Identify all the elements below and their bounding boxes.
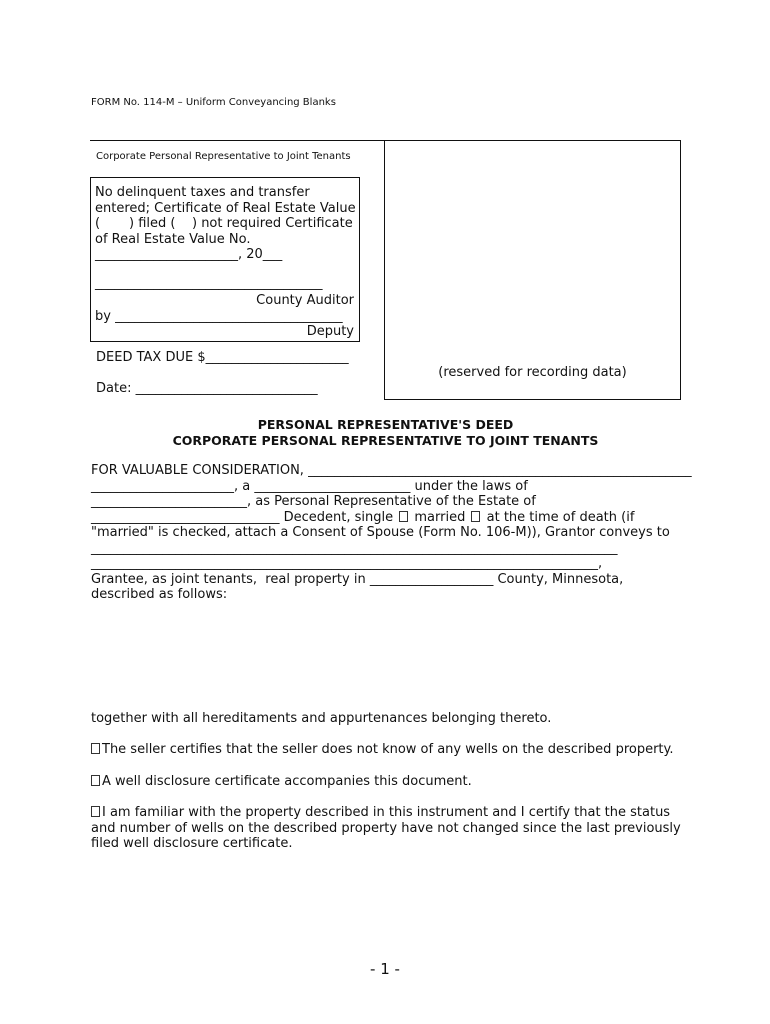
well-unchanged-line-2: and number of wells on the described property have not changed since the last previously	[91, 820, 681, 836]
time-of-death-text: at the time of death (if	[482, 509, 635, 525]
page-number: - 1 -	[370, 960, 400, 978]
by-line: by ___________________________________	[95, 309, 343, 324]
well-certification-3	[91, 805, 691, 852]
recording-data-box	[384, 140, 681, 400]
well-no-knowledge-text: The seller certifies that the seller does not know of any wells on the described property.	[102, 742, 674, 757]
tax-line-3: ( ) filed ( ) not required Certificate	[95, 216, 353, 231]
well-unchanged-line-3: filed well disclosure certificate.	[91, 836, 293, 851]
deed-title: PERSONAL REPRESENTATIVE'S DEED	[257, 417, 514, 432]
well-unchanged-checkbox[interactable]	[91, 806, 100, 817]
form-number: FORM No. 114-M – Uniform Conveyancing Blanks	[91, 97, 336, 108]
reserved-recording-label: (reserved for recording data)	[438, 365, 627, 380]
well-certification-1	[91, 742, 674, 758]
body-line-8: Grantee, as joint tenants, real property in ___________________ County, Minnesota,	[91, 571, 624, 587]
body-line-1: FOR VALUABLE CONSIDERATION, ___________________________________________________________	[91, 463, 692, 478]
deed-tax-due: DEED TAX DUE $______________________	[96, 350, 349, 365]
well-no-knowledge-checkbox[interactable]	[91, 743, 100, 754]
well-unchanged-line-1: I am familiar with the property described in this instrument and I certify that the status	[102, 805, 671, 820]
well-certification-2	[91, 774, 472, 790]
well-certificate-checkbox[interactable]	[91, 775, 100, 786]
married-checkbox[interactable]	[471, 511, 480, 522]
body-line-4	[91, 510, 691, 526]
tax-line-1: No delinquent taxes and transfer	[95, 185, 310, 200]
conveyance-paragraph	[91, 463, 691, 603]
body-line-5: "married" is checked, attach a Consent of Spouse (Form No. 106-M)), Grantor conveys to	[91, 525, 670, 540]
auditor-signature-line: ___________________________________	[95, 276, 323, 291]
deed-date: Date: ____________________________	[96, 381, 318, 396]
tax-certificate-box	[90, 177, 360, 342]
deputy-label: Deputy	[306, 324, 354, 339]
body-line-2: ______________________, a ________________________ under the laws of	[91, 478, 528, 494]
deed-subtitle: CORPORATE PERSONAL REPRESENTATIVE TO JOINT TENANTS	[172, 433, 599, 448]
body-line-6: _________________________________________________________________________________	[91, 540, 618, 556]
well-certificate-text: A well disclosure certificate accompanies this document.	[102, 774, 472, 789]
body-line-3: ________________________, as Personal Representative of the Estate of	[91, 494, 536, 509]
county-auditor-label: County Auditor	[256, 293, 354, 308]
form-subtitle: Corporate Personal Representative to Joint Tenants	[96, 151, 351, 162]
decedent-text: _____________________________ Decedent, single	[91, 509, 398, 525]
tax-line-5: ______________________, 20___	[95, 247, 283, 262]
body-line-7: ______________________________________________________________________________,	[91, 556, 603, 571]
tax-line-2: entered; Certificate of Real Estate Value	[95, 200, 356, 216]
married-text: married	[410, 509, 470, 525]
hereditaments-clause: together with all hereditaments and appurtenances belonging thereto.	[91, 711, 552, 726]
body-line-9: described as follows:	[91, 587, 228, 602]
tax-line-4: of Real Estate Value No.	[95, 231, 251, 247]
single-checkbox[interactable]	[399, 511, 408, 522]
